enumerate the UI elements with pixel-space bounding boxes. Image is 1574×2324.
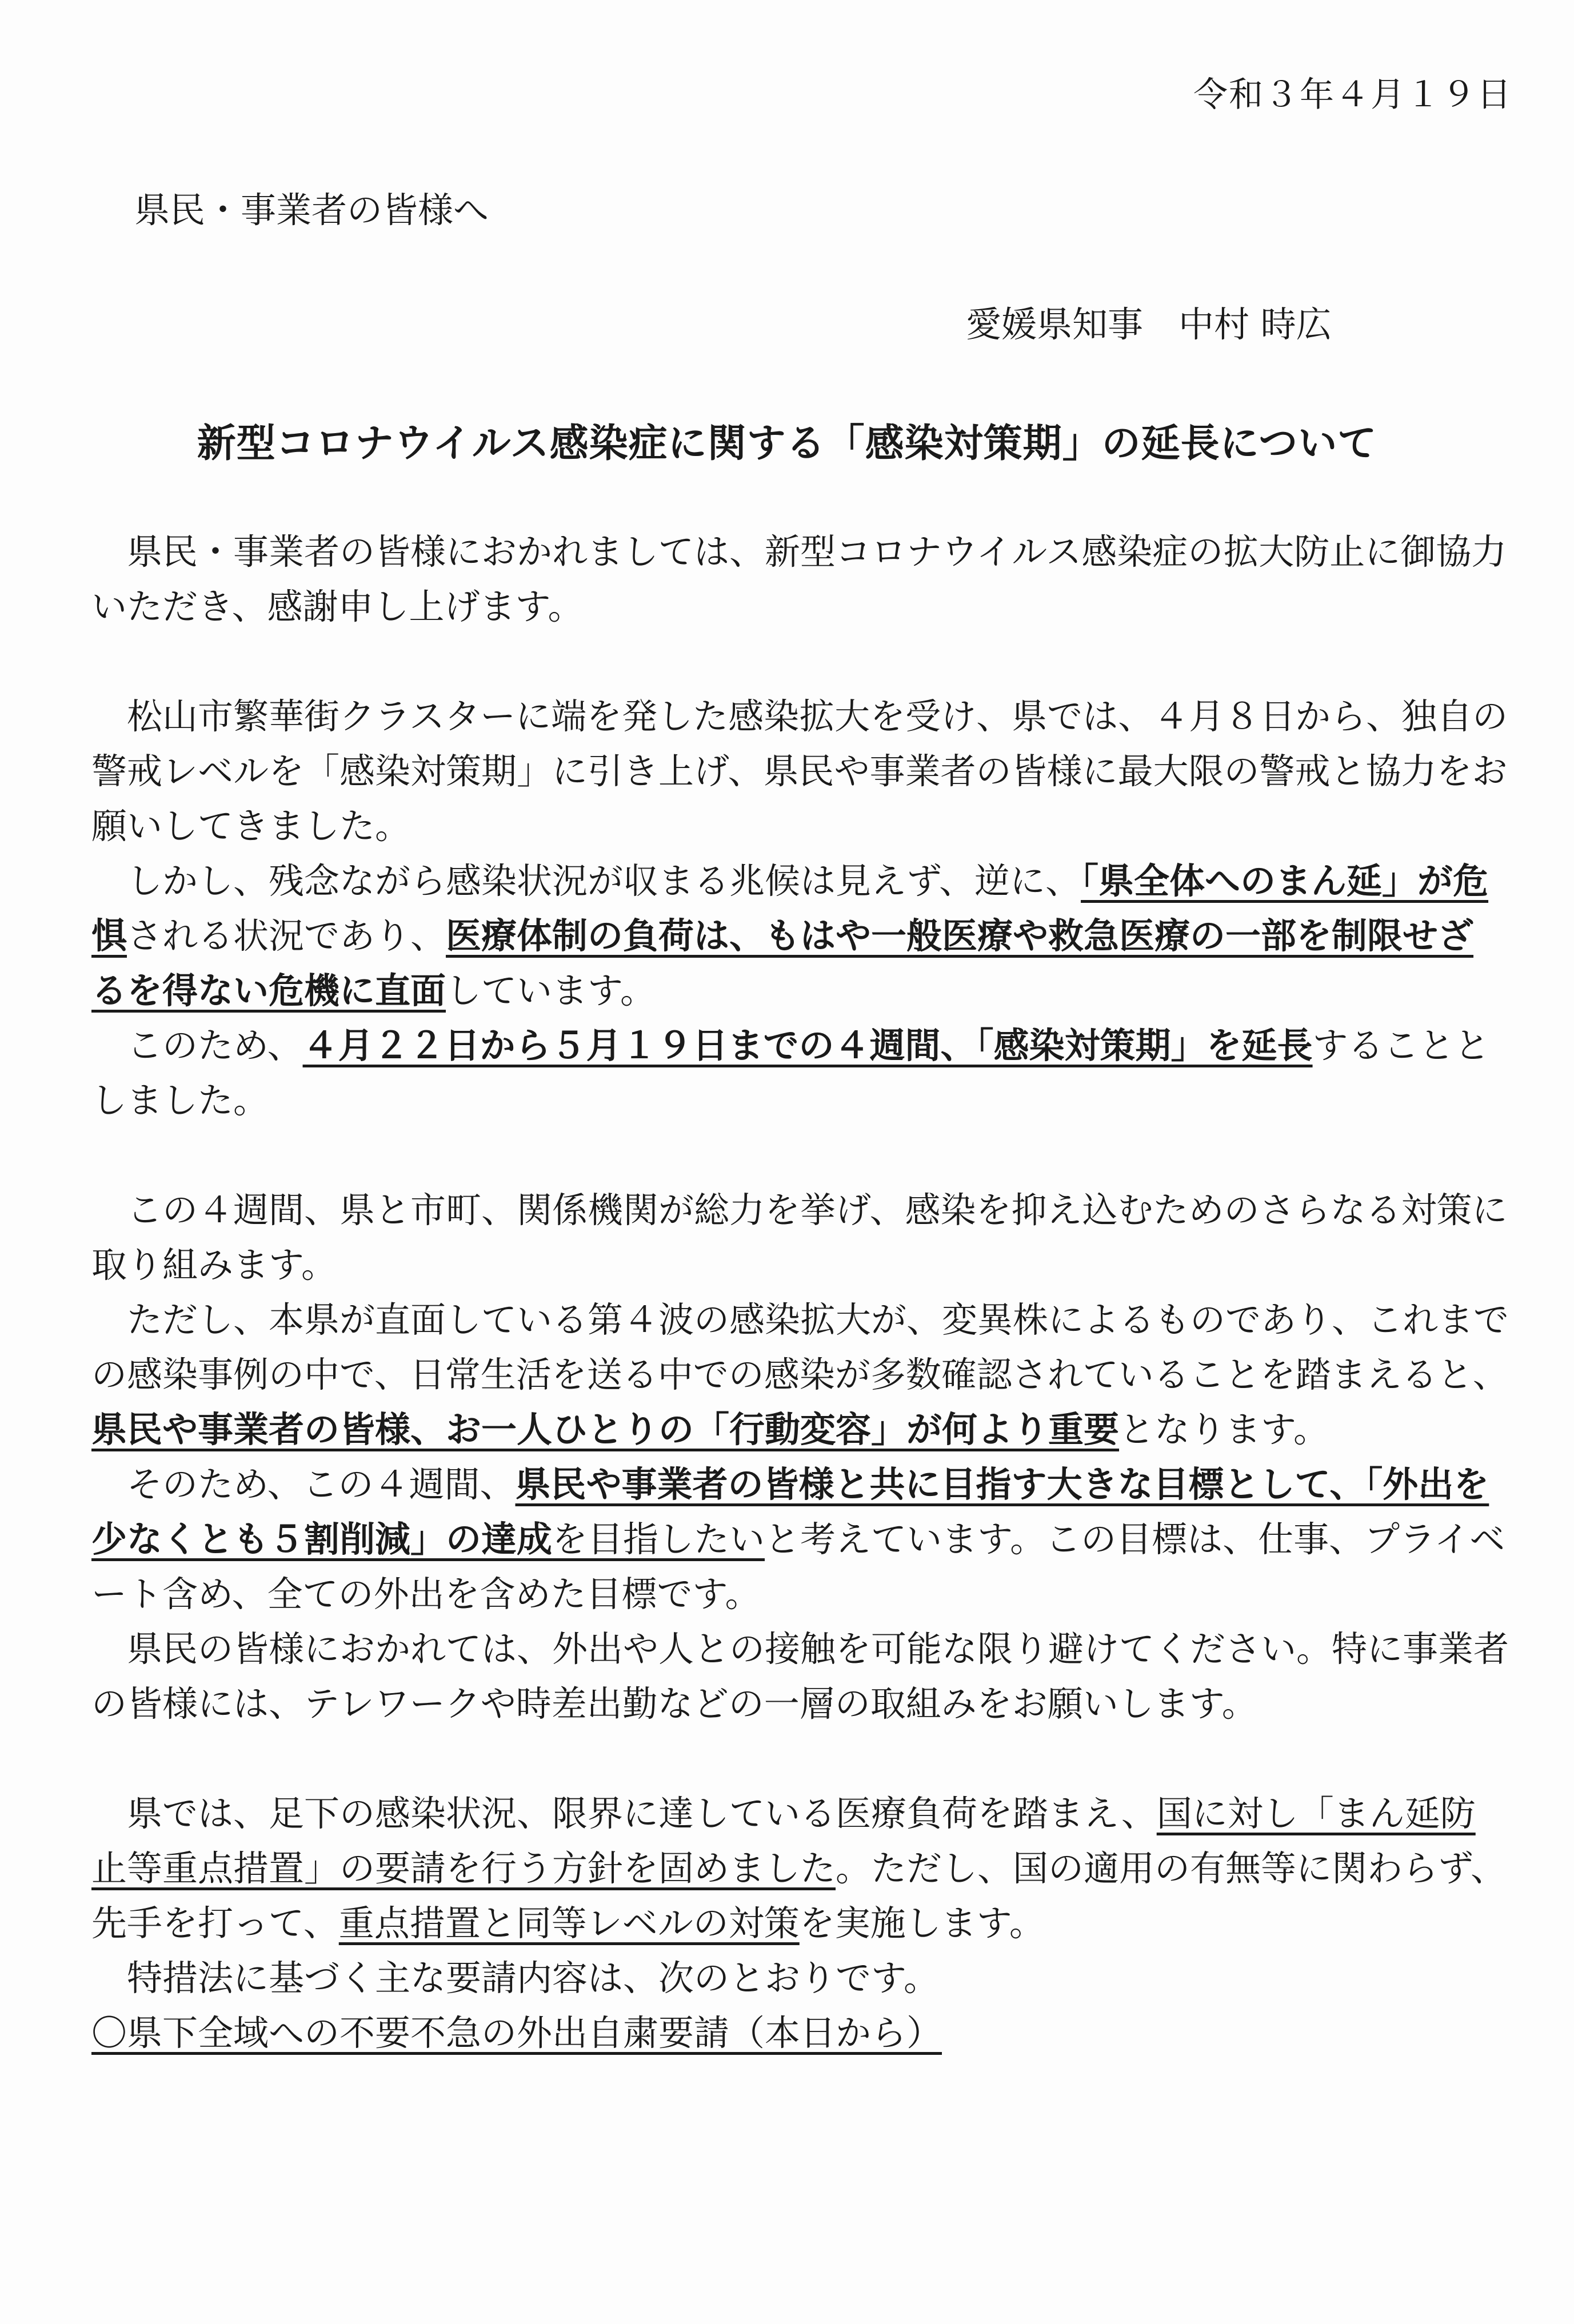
paragraph-measures: この４週間、県と市町、関係機関が総力を挙げ、感染を抑え込むためのさらなる対策に取り組みます。 bbox=[91, 1189, 1508, 1286]
document-title: 新型コロナウイルス感染症に関する「感染対策期」の延長について bbox=[197, 421, 1377, 466]
sender-signature: 愛媛県知事 中村 時広 bbox=[966, 303, 1332, 345]
paragraph-situation bbox=[91, 854, 1509, 1018]
text-run: を実施します。 bbox=[799, 1902, 1045, 1944]
paragraph-goal bbox=[91, 1457, 1509, 1622]
bullet-outing-restriction: 〇県下全域への不要不急の外出自粛要請（本日から） bbox=[91, 2012, 942, 2054]
emphasis-medical-crisis: 医療体制の負荷は、もはや一般医療や救急医療の一部を制限せざるを得ない危機に直面 bbox=[91, 915, 1474, 1011]
text-run: しかし、残念ながら感染状況が収まる兆候は見えず、逆に、 bbox=[127, 860, 1081, 902]
paragraph-gratitude: 県民・事業者の皆様におかれましては、新型コロナウイルス感染症の拡大防止に御協力いただき、感謝申し上げます。 bbox=[91, 531, 1507, 627]
emphasis-national-request: 国に対し「まん延防止等重点措置」の要請を行う方針を固めました bbox=[91, 1793, 1476, 1889]
emphasis-equivalent-measures: 重点措置と同等レベルの対策 bbox=[338, 1902, 800, 1944]
paragraph-request-intro: 特措法に基づく主な要請内容は、次のとおりです。 bbox=[127, 1957, 940, 1999]
addressee: 県民・事業者の皆様へ bbox=[134, 189, 489, 231]
text-run: しています。 bbox=[446, 970, 656, 1011]
paragraph-request: 県民の皆様におかれては、外出や人との接触を可能な限り避けてください。特に事業者の皆様には、テレワークや時差出勤などの一層の取組みをお願いします。 bbox=[91, 1628, 1509, 1725]
text-run: することとしました。 bbox=[91, 1025, 1490, 1121]
text-run: と考えています。この目標は、仕事、プライベート含め、全ての外出を含めた目標です。 bbox=[91, 1518, 1505, 1615]
text-run: となります。 bbox=[1119, 1409, 1329, 1450]
document-date: 令和３年４月１９日 bbox=[1193, 75, 1512, 115]
text-run: このため、 bbox=[127, 1025, 303, 1066]
paragraph-gap bbox=[91, 634, 1509, 689]
text-run: 県では、足下の感染状況、限界に達している医療負荷を踏まえ、 bbox=[127, 1793, 1157, 1834]
paragraph-gap bbox=[91, 1128, 1509, 1183]
paragraph-extension bbox=[91, 1018, 1509, 1128]
emphasis-goal: 県民や事業者の皆様と共に目指す大きな目標として、「外出を少なくとも５割削減」の達成 bbox=[91, 1463, 1489, 1560]
emphasis-behavior-change: 県民や事業者の皆様、お一人ひとりの「行動変容」が何より重要 bbox=[91, 1409, 1120, 1450]
paragraph-behavior-change bbox=[91, 1293, 1509, 1457]
paragraph-gap bbox=[91, 1731, 1509, 1786]
text-run: される状況であり、 bbox=[127, 915, 446, 957]
text-run: ただし、本県が直面している第４波の感染拡大が、変異株によるものであり、これまでの感染事例の中で、日常生活を送る中での感染が多数確認されていることを踏まえると、 bbox=[91, 1299, 1509, 1395]
document-body bbox=[91, 525, 1509, 2061]
emphasis-spread-concern: 「県全体へのまん延」が危惧 bbox=[91, 860, 1489, 957]
text-run: そのため、この４週間、 bbox=[127, 1463, 516, 1505]
paragraph-background: 松山市繁華街クラスターに端を発した感染拡大を受け、県では、４月８日から、独自の警戒レベルを「感染対策期」に引き上げ、県民や事業者の皆様に最大限の警戒と協力をお願いしてきました。 bbox=[91, 695, 1508, 847]
emphasis-aim: を目指したい bbox=[552, 1518, 765, 1560]
text-run: 。ただし、国の適用の有無等に関わらず、先手を打って、 bbox=[91, 1847, 1507, 1944]
emphasis-extension-period: ４月２２日から５月１９日までの４週間、「感染対策期」を延長 bbox=[302, 1025, 1313, 1066]
paragraph-priority-measures bbox=[91, 1786, 1509, 1951]
